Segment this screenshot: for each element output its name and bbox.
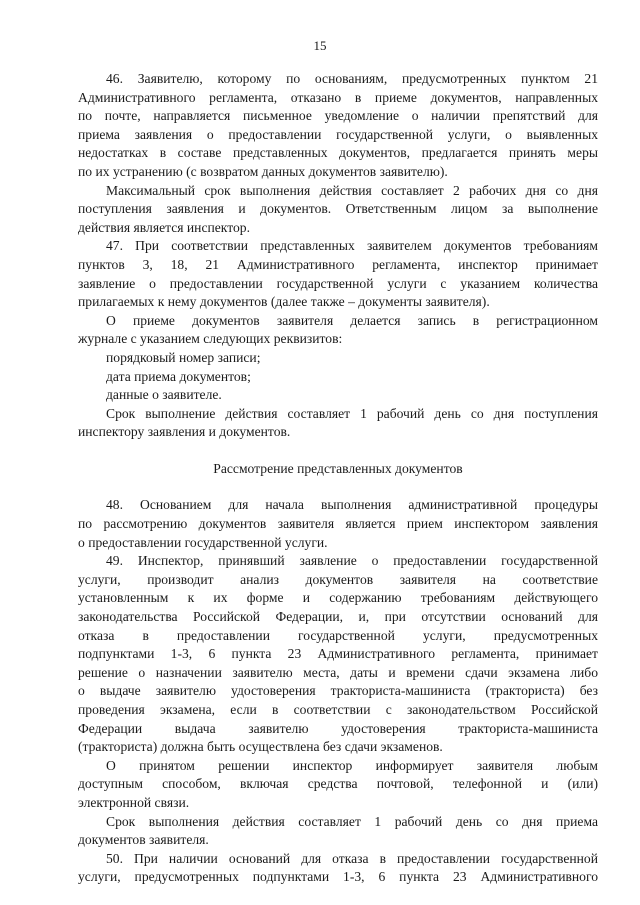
p50-line: 50. При наличии оснований для отказа в предоставлении государственной	[106, 850, 598, 866]
p49-line: подпунктами 1-3, 6 пункта 23 Административного регламента, принимает	[78, 646, 598, 662]
p47-line: заявление о предоставлении государственной услуги с указанием количества	[78, 275, 598, 291]
p49-line: отказа в предоставлении государственной услуги, предусмотренных	[78, 627, 598, 643]
p46-deadline-line: Максимальный срок выполнения действия составляет 2 рабочих дня со дня	[106, 182, 598, 198]
journal-item: дата приема документов;	[106, 368, 251, 384]
p49-deadline-line: документов заявителя.	[78, 832, 209, 848]
p49-line: законодательства Российской Федерации, и, при отсутствии оснований для	[78, 609, 598, 625]
p49-line: установленным к их форме и содержанию требованиям действующего	[78, 590, 598, 606]
p49-inform-line: электронной связи.	[78, 794, 190, 810]
p46-line: приема заявления о предоставлении государственной услуги, о выявленных	[78, 126, 598, 142]
p48-line: по рассмотрению документов заявителя является прием инспектором заявления	[78, 516, 598, 532]
section-heading: Рассмотрение представленных документов	[213, 460, 463, 476]
p46-deadline-line: действия является инспектор.	[78, 219, 250, 235]
p47-journal-line: журнале с указанием следующих реквизитов:	[78, 331, 343, 347]
journal-item: порядковый номер записи;	[106, 349, 261, 365]
p49-line: Федерации выдача заявителю удостоверения тракториста-машиниста	[78, 720, 598, 736]
p48-line: 48. Основанием для начала выполнения административной процедуры	[106, 497, 598, 513]
p49-line: 49. Инспектор, принявший заявление о предоставлении государственной	[106, 553, 598, 569]
p46-line: 46. Заявителю, которому по основаниям, предусмотренных пунктом 21	[106, 71, 598, 86]
p46-line: по их устранению (с возвратом данных документов заявителю).	[78, 163, 448, 179]
p49-deadline-line: Срок выполнения действия составляет 1 рабочий день со дня приема	[106, 813, 598, 829]
document-body	[78, 70, 598, 887]
p46-line: Административного регламента, отказано в приеме документов, направленных	[78, 89, 598, 105]
p47-line: 47. При соответствии представленных заявителем документов требованиям	[106, 238, 598, 254]
p49-line: проведения экзамена, если в соответствии с законодательством Российской	[78, 702, 598, 717]
page-number: 15	[313, 38, 327, 53]
p47-line: пунктов 3, 18, 21 Административного регламента, инспектор принимает	[78, 256, 598, 272]
p49-inform-line: О принятом решении инспектор информирует заявителя любым	[106, 757, 598, 773]
p47-line: прилагаемых к нему документов (далее также – документы заявителя).	[78, 294, 490, 310]
p47-deadline-line: инспектору заявления и документов.	[78, 424, 291, 440]
p49-line: о выдаче заявителю удостоверения тракториста-машиниста (тракториста) без	[78, 683, 598, 699]
p47-journal-line: О приеме документов заявителя делается запись в регистрационном	[106, 312, 598, 328]
p49-line: услуги, производит анализ документов заявителя на соответствие	[78, 571, 598, 587]
p46-line: недостатках в составе представленных документов, предлагается принять меры	[78, 145, 598, 161]
p46-deadline-line: поступления заявления и документов. Ответственным лицом за выполнение	[78, 201, 598, 217]
p49-inform-line: доступным способом, включая средства почтовой, телефонной и (или)	[78, 776, 598, 792]
p47-deadline-line: Срок выполнение действия составляет 1 рабочий день со дня поступления	[106, 405, 598, 421]
p49-line: решение о назначении заявителю места, даты и времени сдачи экзамена либо	[78, 664, 598, 680]
p46-line: по почте, направляется письменное уведомление о наличии препятствий для	[78, 108, 598, 124]
journal-item: данные о заявителе.	[106, 387, 222, 403]
p48-line: о предоставлении государственной услуги.	[78, 534, 328, 550]
p50-line: услуги, предусмотренных подпунктами 1-3, 6 пункта 23 Административного	[78, 869, 598, 885]
p49-line: (тракториста) должна быть осуществлена без сдачи экзаменов.	[78, 739, 443, 755]
